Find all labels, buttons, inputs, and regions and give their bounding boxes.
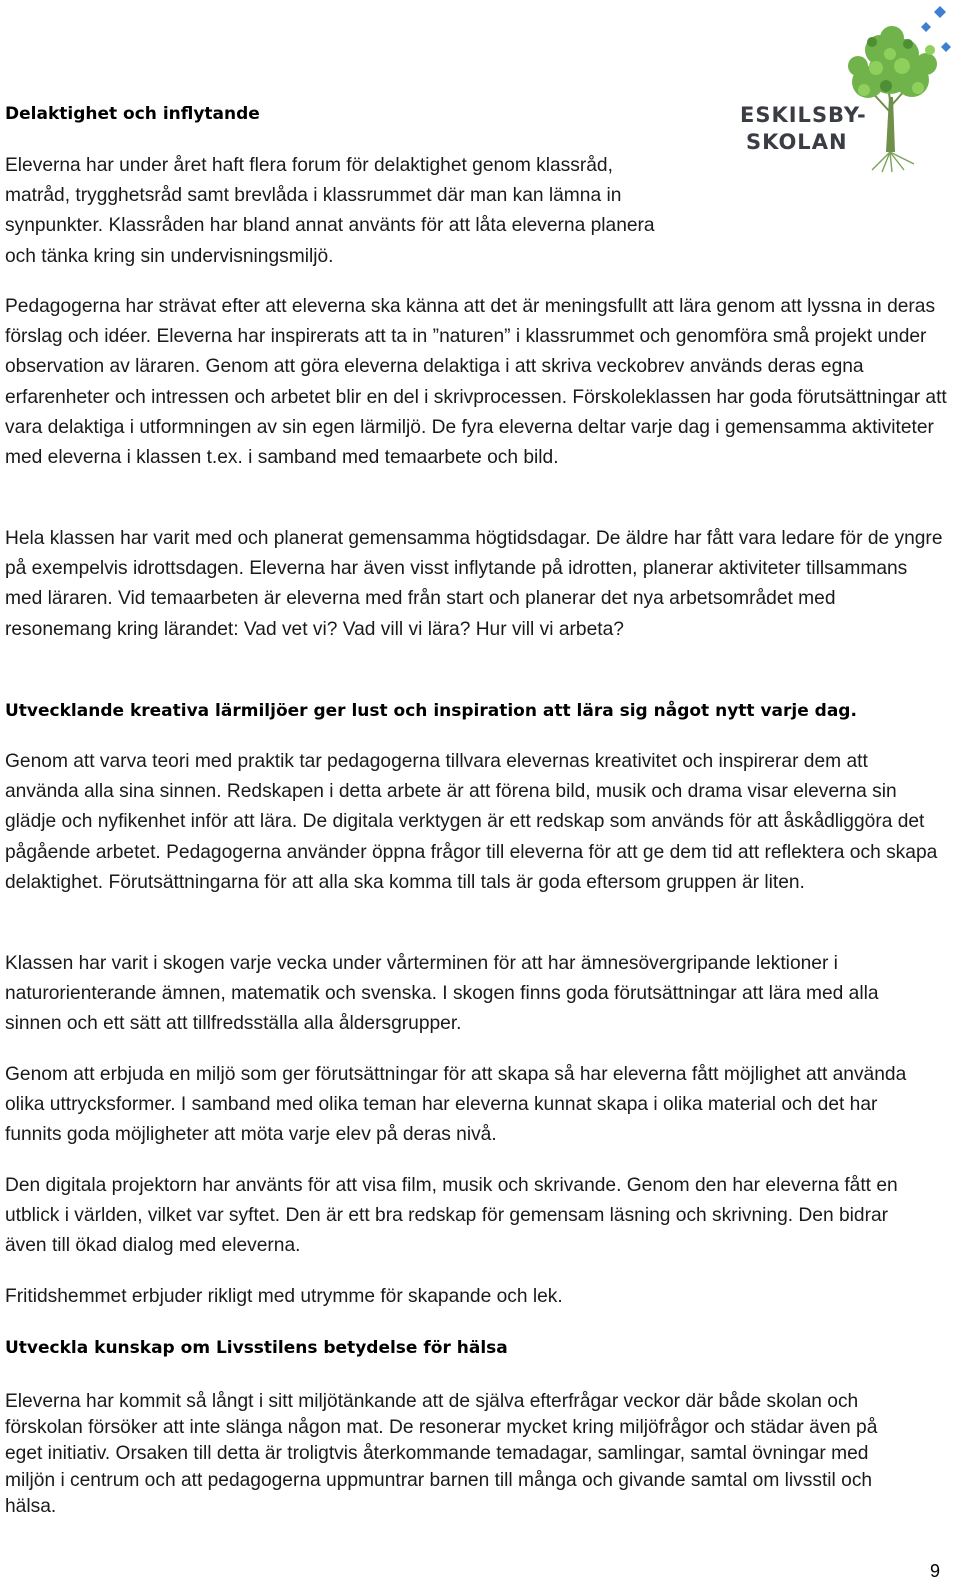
logo-wordmark <box>740 102 867 156</box>
logo-line-2: SKOLAN <box>746 130 848 154</box>
paragraph: Hela klassen har varit med och planerat gemensamma högtidsdagar. De äldre har fått vara ledare för de yngre på exempelvis idrottsdagen. Eleverna har även visst inflytande på idrotten, planerar aktiviteter tillsammans med läraren. Vid temaarbeten är eleverna med från start och planerar det nya arbetsområdet med resonemang kring lärandet: Vad vet vi? Vad vill vi lära? Hur vill vi arbeta? <box>5 528 943 640</box>
section-heading-delaktighet: Delaktighet och inflytande <box>5 104 260 124</box>
paragraph: Genom att varva teori med praktik tar pedagogerna tillvara elevernas kreativitet och inspirerar dem att använda alla sina sinnen. Redskapen i detta arbete är att förena bild, musik och drama visar eleverna sin glädje och nyfikenhet inför att lära. De digitala verktygen är ett redskap som används för att åskådliggöra det pågående arbetet. Pedagogerna använder öppna frågor till eleverna för att ge dem tid att reflektera och skapa delaktighet. Förutsättningarna för att alla ska komma till tals är goda eftersom gruppen är liten. <box>5 751 938 893</box>
paragraph: Genom att erbjuda en miljö som ger förutsättningar för att skapa så har eleverna fått möjlighet att använda olika uttrycksformer. I samband med olika teman har eleverna kunnat skapa i olika material och det har funnits goda möjligheter att möta varje elev på deras nivå. <box>5 1064 907 1146</box>
section-heading-larmiljoer: Utvecklande kreativa lärmiljöer ger lust och inspiration att lära sig något nytt varje dag. <box>5 701 857 721</box>
paragraph: Eleverna har under året haft flera forum för delaktighet genom klassråd, matråd, trygghetsråd samt brevlåda i klassrummet där man kan lämna in synpunkter. Klassråden har bland annat använts för att låta eleverna planera och tänka kring sin undervisningsmiljö. <box>5 155 655 267</box>
paragraph: Klassen har varit i skogen varje vecka under vårterminen för att har ämnesövergripande lektioner i naturorienterande ämnen, matematik och svenska. I skogen finns goda förutsättningar att lära med alla sinnen och ett sätt att tillfredsställa alla åldersgrupper. <box>5 953 879 1035</box>
logo-line-1: ESKILSBY- <box>740 103 867 127</box>
paragraph: Den digitala projektorn har använts för att visa film, musik och skrivande. Genom den har eleverna fått en utblick i världen, vilket var syftet. Den är ett bra redskap för gemensam läsning och skrivning. Den bidrar även till ökad dialog med eleverna. <box>5 1175 898 1257</box>
paragraph: Eleverna har kommit så långt i sitt miljötänkande att de själva efterfrågar veckor där både skolan och förskolan försöker att inte slänga någon mat. De resonerar mycket kring miljöfrågor och städar även på eget initiativ. Orsaken till detta är troligtvis återkommande temadagar, samlingar, samtal övningar med miljön i centrum och att pedagogerna uppmuntrar barnen till många och givande samtal om livsstil och hälsa. <box>5 1391 878 1517</box>
paragraph: Fritidshemmet erbjuder rikligt med utrymme för skapande och lek. <box>5 1286 563 1307</box>
section-heading-livsstil: Utveckla kunskap om Livsstilens betydelse för hälsa <box>5 1338 508 1358</box>
school-logo <box>740 2 956 174</box>
paragraph: Pedagogerna har strävat efter att eleverna ska känna att det är meningsfullt att lära genom att lyssna in deras förslag och idéer. Eleverna har inspirerats att ta in ”naturen” i klassrummet och genomföra små projekt under observation av läraren. Genom att göra eleverna delaktiga i att skriva veckobrev används deras egna erfarenheter och intressen och arbetet blir en del i skrivprocessen. Förskoleklassen har goda förutsättningar att vara delaktiga i utformningen av sin egen lärmiljö. De fyra eleverna deltar varje dag i gemensamma aktiviteter med eleverna i klassen t.ex. i samband med temaarbete och bild. <box>5 296 947 469</box>
page-number: 9 <box>929 1561 940 1581</box>
